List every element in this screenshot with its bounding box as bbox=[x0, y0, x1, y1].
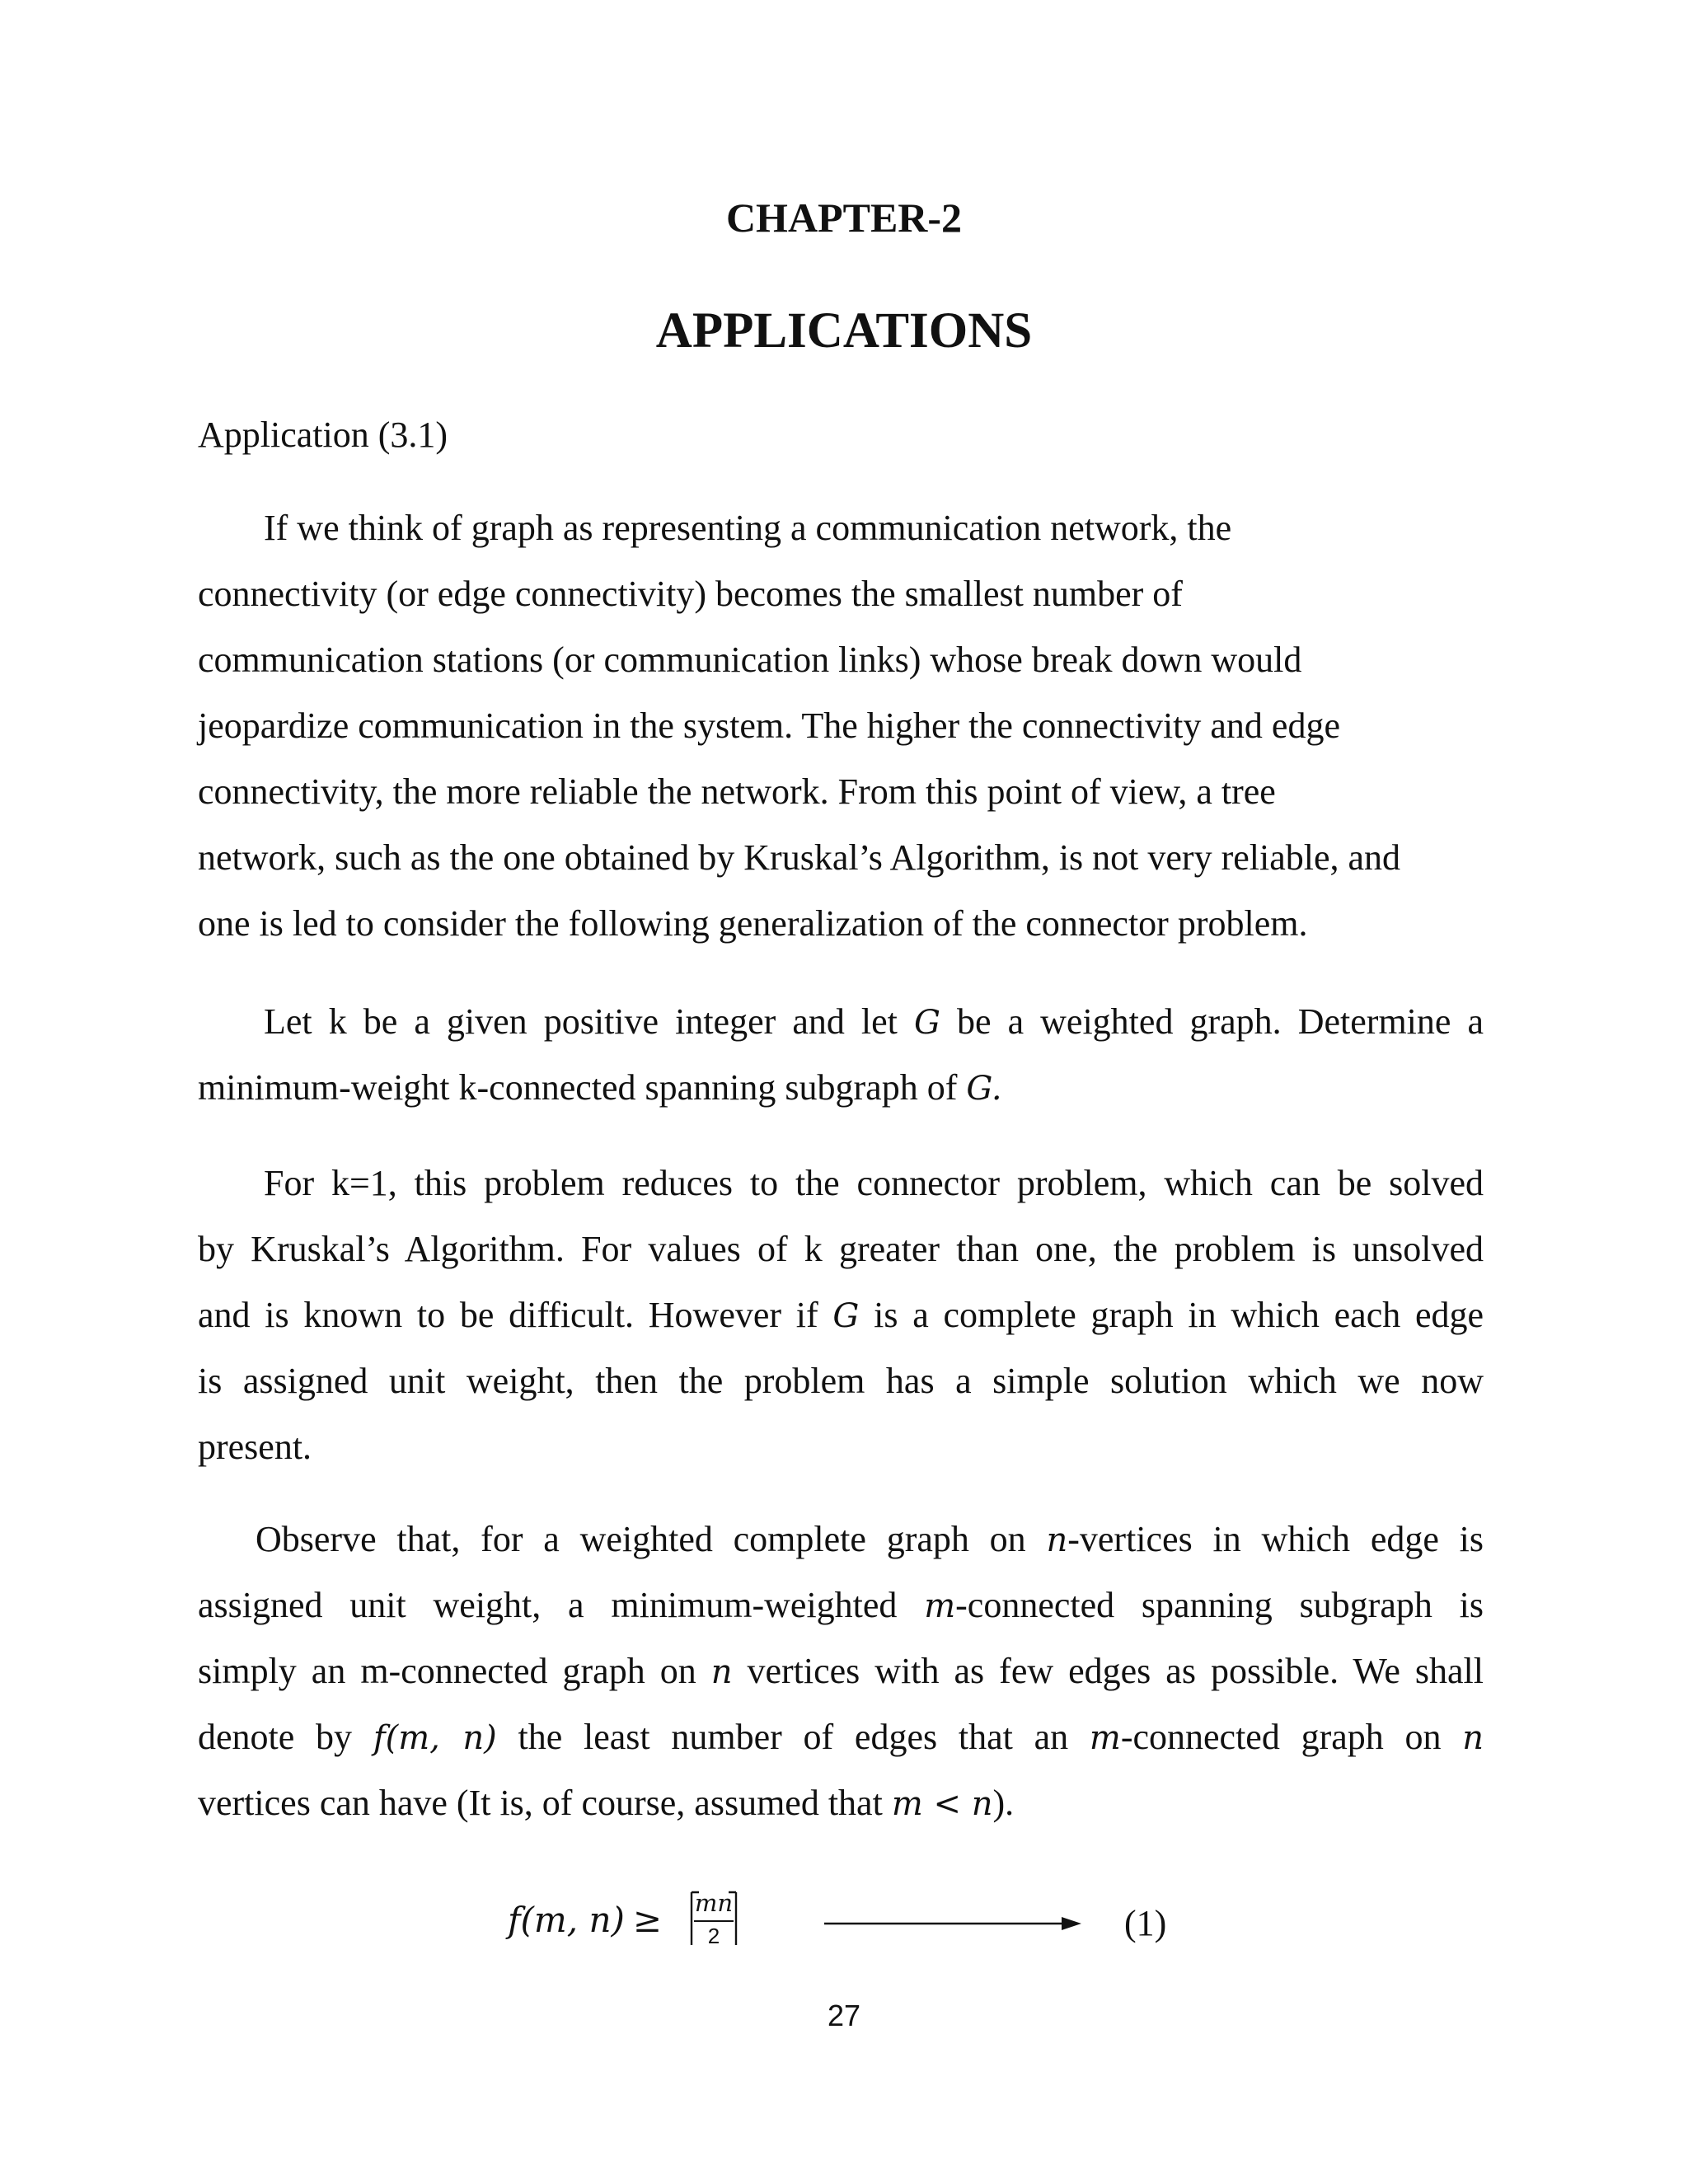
paragraph-line: For k=1, this problem reduces to the connector problem, which can be solved bbox=[264, 1163, 1484, 1203]
math-variable: n bbox=[1462, 1719, 1484, 1757]
math-variable: n bbox=[1046, 1521, 1068, 1559]
paragraph-line: one is led to consider the following generalization of the connector problem. bbox=[198, 903, 1308, 944]
equation-lhs: f(m, n) ≥ bbox=[508, 1900, 663, 1940]
fraction-numerator: mn bbox=[694, 1889, 734, 1917]
paragraph-line: present. bbox=[198, 1427, 312, 1467]
paragraph-line: connectivity, the more reliable the network. From this point of view, a tree bbox=[198, 771, 1276, 812]
paragraph-communication-network bbox=[198, 495, 1484, 957]
paragraph-line: If we think of graph as representing a communication network, the bbox=[264, 508, 1232, 548]
page-number: 27 bbox=[827, 1999, 861, 2032]
paragraph-line: by Kruskal’s Algorithm. For values of k greater than one, the problem is unsolved bbox=[198, 1229, 1484, 1269]
math-variable: n bbox=[710, 1653, 733, 1691]
paragraph-line: vertices can have (It is, of course, assumed that m < n). bbox=[198, 1783, 1015, 1823]
paragraph-line: communication stations (or communication links) whose break down would bbox=[198, 640, 1302, 680]
math-inequality: m < n bbox=[891, 1785, 993, 1823]
paragraph-line: denote by f(m, n) the least number of edges that an m-connected graph on n bbox=[198, 1717, 1484, 1757]
paragraph-line: assigned unit weight, a minimum-weighted m-connected spanning subgraph is bbox=[198, 1585, 1484, 1625]
paragraph-line: minimum-weight k-connected spanning subgraph of G. bbox=[198, 1067, 1002, 1108]
math-variable: G. bbox=[966, 1070, 1002, 1108]
paragraph-line: Let k be a given positive integer and let G be a weighted graph. Determine a bbox=[264, 1001, 1484, 1042]
paragraph-line: jeopardize communication in the system. The higher the connectivity and edge bbox=[198, 705, 1340, 746]
paragraph-line: connectivity (or edge connectivity) becomes the smallest number of bbox=[198, 574, 1183, 614]
math-variable: G bbox=[832, 1297, 860, 1335]
math-function: f(m, n) bbox=[373, 1719, 497, 1757]
math-variable: m bbox=[1089, 1719, 1121, 1757]
section-heading: Application (3.1) bbox=[198, 415, 448, 455]
paragraph-line: Observe that, for a weighted complete graph on n-vertices in which edge is bbox=[256, 1519, 1484, 1559]
chapter-title: APPLICATIONS bbox=[655, 303, 1033, 359]
right-arrow-icon bbox=[824, 1915, 1081, 1933]
paragraph-line: network, such as the one obtained by Kruskal’s Algorithm, is not very reliable, and bbox=[198, 837, 1401, 878]
math-variable: m bbox=[924, 1587, 956, 1625]
math-variable: G bbox=[913, 1004, 940, 1042]
equation-number: (1) bbox=[1124, 1903, 1167, 1943]
paragraph-line: and is known to be difficult. However if G is a complete graph in which each edge bbox=[198, 1295, 1484, 1335]
chapter-label: CHAPTER-2 bbox=[725, 194, 963, 241]
equation-relation: ≥ bbox=[632, 1900, 663, 1940]
paragraph-problem-statement bbox=[198, 989, 1484, 1121]
fraction-bar bbox=[694, 1920, 734, 1922]
fraction-denominator: 2 bbox=[707, 1924, 720, 1948]
paragraph-k-equals-one bbox=[198, 1151, 1484, 1480]
paragraph-unit-weight bbox=[198, 1507, 1484, 1836]
paragraph-line: simply an m-connected graph on n vertices with as few edges as possible. We shall bbox=[198, 1651, 1484, 1691]
equation-fraction bbox=[682, 1891, 745, 1947]
paragraph-line: is assigned unit weight, then the problem has a simple solution which we now bbox=[198, 1361, 1484, 1401]
